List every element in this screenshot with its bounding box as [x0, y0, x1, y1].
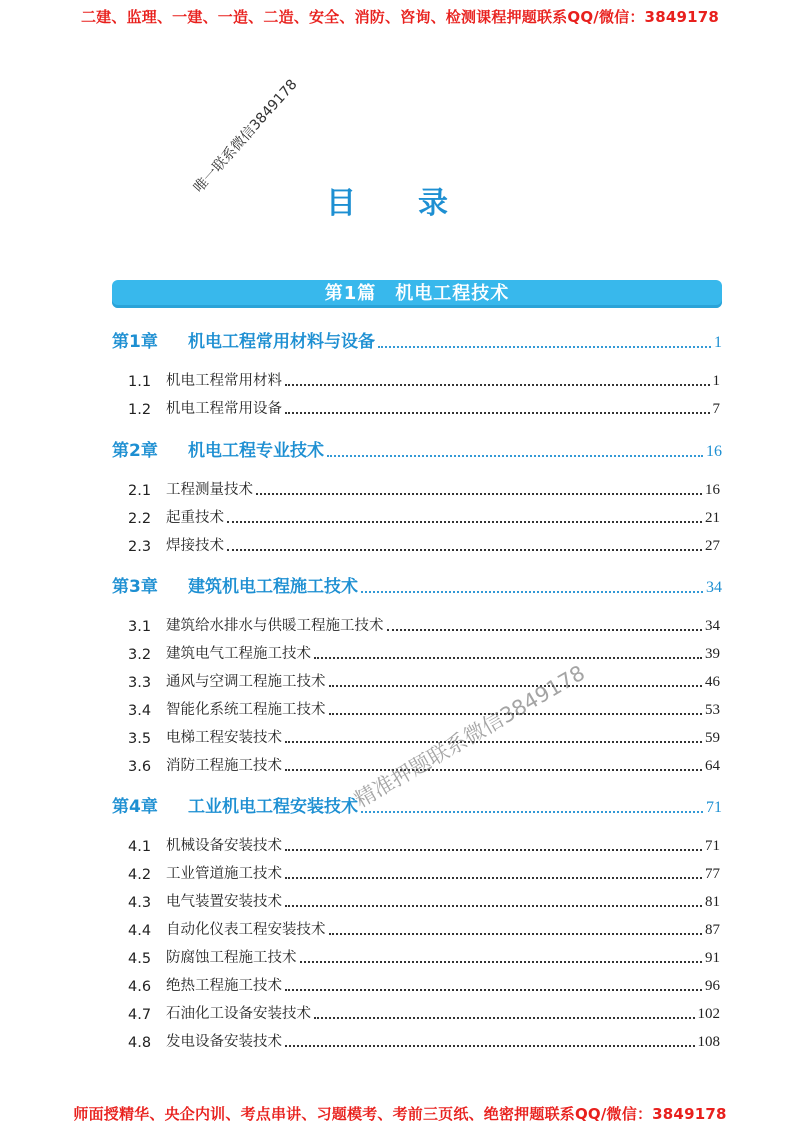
- dot-leader: [387, 628, 703, 631]
- dot-leader: [314, 656, 702, 659]
- toc-section[interactable]: [128, 535, 720, 555]
- dot-leader: [285, 988, 702, 991]
- toc-section[interactable]: [128, 1031, 720, 1051]
- section-title: 电梯工程安装技术: [166, 730, 282, 746]
- toc-section[interactable]: [128, 370, 720, 390]
- chapter-title: 工业机电工程安装技术: [188, 797, 358, 817]
- dot-leader: [285, 1044, 695, 1047]
- section-title: 工程测量技术: [166, 482, 253, 498]
- page-number: 81: [705, 894, 720, 910]
- section-title: 机电工程常用设备: [166, 401, 282, 417]
- page-number: 34: [706, 579, 722, 596]
- watermark-top: 唯一联系微信3849178: [190, 76, 301, 197]
- dot-leader: [329, 684, 703, 687]
- section-title: 自动化仪表工程安装技术: [166, 922, 326, 938]
- dot-leader: [256, 492, 702, 495]
- page-number: 71: [705, 838, 720, 854]
- section-number: 4.3: [128, 895, 152, 911]
- section-title: 工业管道施工技术: [166, 866, 282, 882]
- page-number: 91: [705, 950, 720, 966]
- toc-section[interactable]: [128, 479, 720, 499]
- section-title: 发电设备安装技术: [166, 1034, 282, 1050]
- section-number: 4.1: [128, 839, 152, 855]
- toc-chapter[interactable]: [112, 575, 722, 597]
- page-number: 87: [705, 922, 720, 938]
- toc-section[interactable]: [128, 699, 720, 719]
- section-number: 1.2: [128, 402, 152, 418]
- section-number: 3.3: [128, 675, 152, 691]
- section-title: 焊接技术: [166, 538, 224, 554]
- section-number: 4.5: [128, 951, 152, 967]
- page-number: 59: [705, 730, 720, 746]
- page-number: 64: [705, 758, 720, 774]
- dot-leader: [361, 810, 703, 813]
- page-number: 21: [705, 510, 720, 526]
- watermark-center: 精准押题联系微信3849178: [350, 660, 589, 813]
- toc-section[interactable]: [128, 919, 720, 939]
- dot-leader: [227, 520, 702, 523]
- toc-chapter[interactable]: [112, 330, 722, 352]
- section-number: 2.2: [128, 511, 152, 527]
- dot-leader: [227, 548, 702, 551]
- page-number: 1: [712, 373, 720, 389]
- page-number: 34: [705, 618, 720, 634]
- section-number: 4.2: [128, 867, 152, 883]
- toc-section[interactable]: [128, 507, 720, 527]
- chapter-title: 机电工程常用材料与设备: [188, 332, 375, 352]
- section-number: 2.1: [128, 483, 152, 499]
- part-heading: 第1篇 机电工程技术: [112, 280, 722, 308]
- toc-section[interactable]: [128, 835, 720, 855]
- section-number: 3.6: [128, 759, 152, 775]
- section-number: 4.4: [128, 923, 152, 939]
- page-number: 7: [712, 401, 720, 417]
- section-number: 3.2: [128, 647, 152, 663]
- page-number: 71: [706, 799, 722, 816]
- toc-section[interactable]: [128, 891, 720, 911]
- page-number: 96: [705, 978, 720, 994]
- dot-leader: [285, 768, 702, 771]
- page-title: 目录: [326, 186, 510, 221]
- dot-leader: [285, 383, 710, 386]
- toc-section[interactable]: [128, 863, 720, 883]
- dot-leader: [285, 848, 702, 851]
- dot-leader: [361, 590, 703, 593]
- section-number: 4.8: [128, 1035, 152, 1051]
- section-title: 绝热工程施工技术: [166, 978, 282, 994]
- section-title: 机电工程常用材料: [166, 373, 282, 389]
- section-title: 电气装置安装技术: [166, 894, 282, 910]
- dot-leader: [329, 932, 703, 935]
- dot-leader: [285, 740, 702, 743]
- page-number: 16: [705, 482, 720, 498]
- toc-section[interactable]: [128, 643, 720, 663]
- section-title: 建筑电气工程施工技术: [166, 646, 311, 662]
- chapter-number: 第3章: [112, 577, 158, 597]
- section-title: 机械设备安装技术: [166, 838, 282, 854]
- chapter-number: 第4章: [112, 797, 158, 817]
- toc-section[interactable]: [128, 615, 720, 635]
- dot-leader: [285, 411, 710, 414]
- section-number: 3.5: [128, 731, 152, 747]
- dot-leader: [378, 345, 711, 348]
- toc-section[interactable]: [128, 671, 720, 691]
- page-number: 39: [705, 646, 720, 662]
- page-number: 27: [705, 538, 720, 554]
- section-number: 4.6: [128, 979, 152, 995]
- section-number: 2.3: [128, 539, 152, 555]
- section-number: 3.1: [128, 619, 152, 635]
- top-banner: 二建、监理、一建、一造、二造、安全、消防、咨询、检测课程押题联系QQ/微信：3849178: [80, 8, 720, 26]
- page-number: 77: [705, 866, 720, 882]
- toc-chapter[interactable]: [112, 795, 722, 817]
- section-title: 起重技术: [166, 510, 224, 526]
- toc-section[interactable]: [128, 398, 720, 418]
- dot-leader: [314, 1016, 695, 1019]
- toc-section[interactable]: [128, 1003, 720, 1023]
- chapter-number: 第1章: [112, 332, 158, 352]
- toc-section[interactable]: [128, 947, 720, 967]
- page-number: 53: [705, 702, 720, 718]
- chapter-number: 第2章: [112, 441, 158, 461]
- section-title: 防腐蚀工程施工技术: [166, 950, 297, 966]
- page-number: 1: [714, 334, 722, 351]
- section-title: 消防工程施工技术: [166, 758, 282, 774]
- section-number: 3.4: [128, 703, 152, 719]
- dot-leader: [285, 904, 702, 907]
- section-number: 1.1: [128, 374, 152, 390]
- section-title: 智能化系统工程施工技术: [166, 702, 326, 718]
- dot-leader: [285, 876, 702, 879]
- page-number: 46: [705, 674, 720, 690]
- toc-chapter[interactable]: [112, 439, 722, 461]
- section-title: 建筑给水排水与供暖工程施工技术: [166, 618, 384, 634]
- dot-leader: [300, 960, 703, 963]
- chapter-title: 机电工程专业技术: [188, 441, 324, 461]
- bottom-banner: 师面授精华、央企内训、考点串讲、习题模考、考前三页纸、绝密押题联系QQ/微信：3849178: [73, 1105, 727, 1123]
- page-number: 16: [706, 443, 722, 460]
- dot-leader: [327, 454, 703, 457]
- page-number: 102: [697, 1006, 720, 1022]
- section-number: 4.7: [128, 1007, 152, 1023]
- section-title: 石油化工设备安装技术: [166, 1006, 311, 1022]
- section-title: 通风与空调工程施工技术: [166, 674, 326, 690]
- toc-section[interactable]: [128, 975, 720, 995]
- chapter-title: 建筑机电工程施工技术: [188, 577, 358, 597]
- page-number: 108: [697, 1034, 720, 1050]
